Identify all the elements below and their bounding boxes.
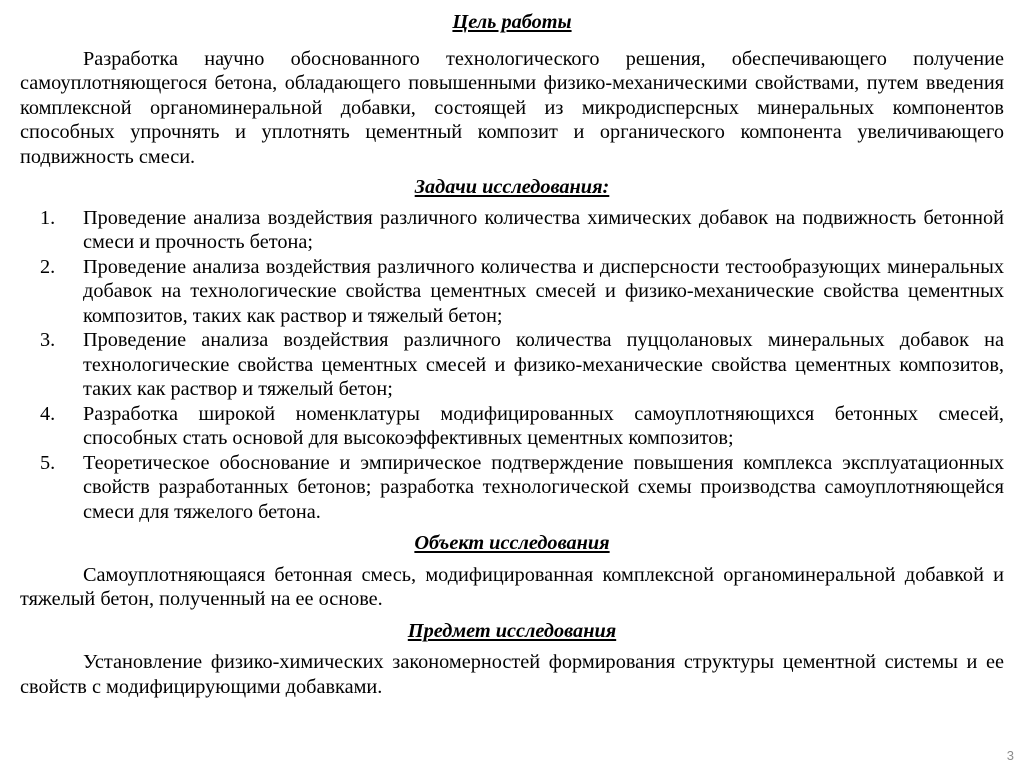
subject-heading: Предмет исследования [407,619,617,642]
task-text: Проведение анализа воздействия различного количества химических добавок на подвижность бетонной смеси и прочность бетона; [83,206,1004,253]
task-item [20,255,1004,329]
object-text: Самоуплотняющаяся бетонная смесь, модифицированная комплексной органоминеральной добавкой и тяжелый бетон, полученный на ее основе. [20,563,1004,610]
task-item [20,451,1004,525]
task-text: Разработка широкой номенклатуры модифицированных самоуплотняющихся бетонных смесей, способных стать основой для высокоэффективных цементных композитов; [83,402,1004,449]
goal-text: Разработка научно обоснованного технологического решения, обеспечивающего получение самоуплотняющегося бетона, обладающего повышенными физико-механическими свойствами, путем введения комплексной органоминеральной добавки, состоящей из микродисперсных минеральных компонентов способных упрочнять и уплотнять цементный композит и органического компонента увеличивающего подвижность смеси. [20,47,1004,168]
slide-content [20,10,1004,699]
object-heading: Объект исследования [414,532,610,554]
page-number: 3 [1006,748,1014,763]
task-text: Проведение анализа воздействия различного количества пуццолановых минеральных добавок на технологические свойства цементных смесей и физико-механические свойства цементных композитов, таких как раствор и тяжелый бетон; [83,329,1004,400]
task-item [20,206,1004,255]
task-text: Теоретическое обоснование и эмпирическое подтверждение повышения комплекса эксплуатационных свойств разработанных бетонов; разработка технологической схемы производства самоуплотняющейся смеси для тяжелого бетона. [83,451,1004,523]
goal-heading: Цель работы [452,11,572,33]
task-item [20,402,1004,451]
subject-text: Установление физико-химических закономерностей формирования структуры цементной системы и ее свойств с модифицирующими добавками. [20,651,1004,698]
task-number: 1. [40,206,56,229]
task-number: 2. [40,255,56,278]
task-number: 3. [40,329,56,351]
task-text: Проведение анализа воздействия различного количества и дисперсности тестообразующих минеральных добавок на технологические свойства цементных смесей и физико-механические свойства цементных композитов, таких как раствор и тяжелый бетон; [83,255,1004,327]
task-item [20,328,1004,402]
tasks-list [20,206,1004,525]
task-number: 4. [40,402,56,425]
task-number: 5. [40,451,56,474]
tasks-heading: Задачи исследования: [414,176,610,198]
